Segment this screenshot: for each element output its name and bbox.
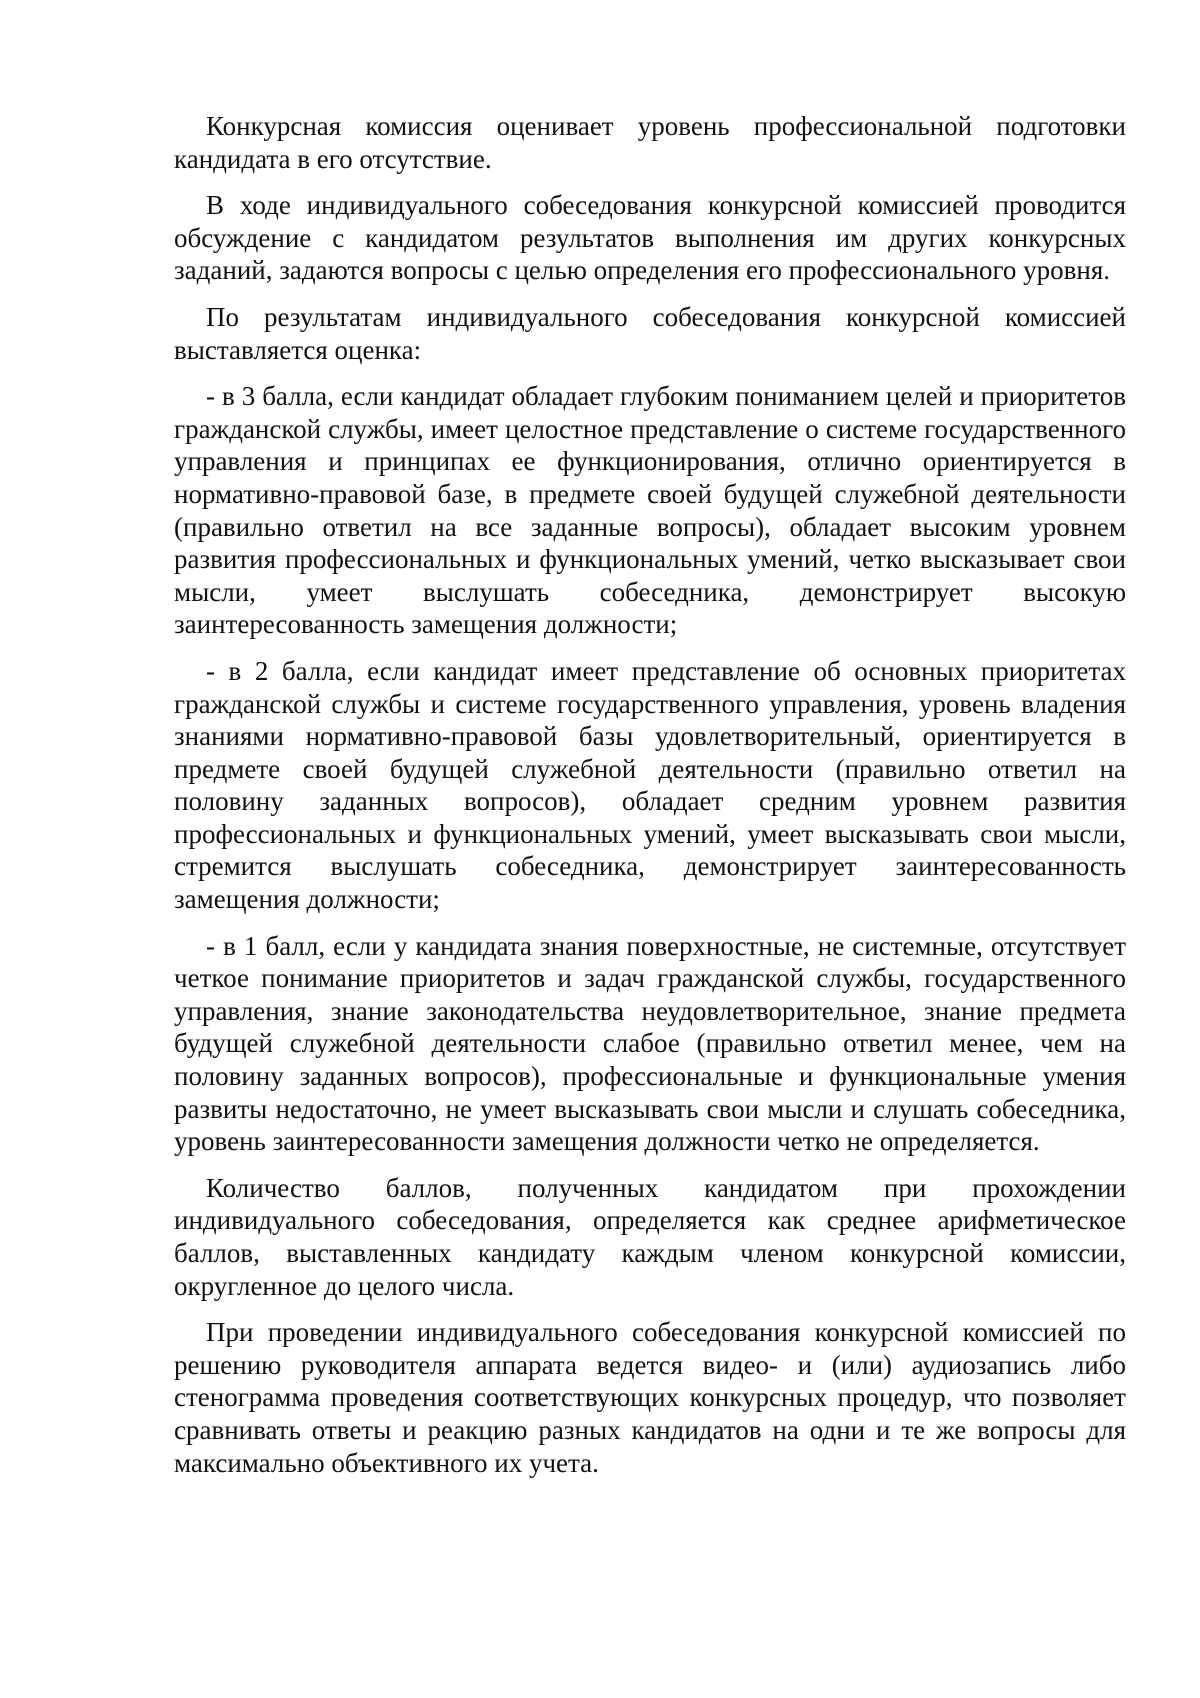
paragraph-score-3: - в 3 балла, если кандидат обладает глубоким пониманием целей и приоритетов гражданской службы, имеет целостное представление о системе государственного управления и принципах ее функционирования, отлично ориентируется в нормативно-правовой базе, в предмете своей будущей служебной деятельности (правильно ответил на все заданные вопросы), обладает высоким уровнем развития профессиональных и функциональных умений, четко высказывает свои мысли, умеет выслушать собеседника, демонстрирует высокую заинтересованность замещения должности; bbox=[174, 381, 1126, 640]
document-body bbox=[174, 110, 1126, 1493]
paragraph-commission-evaluation: Конкурсная комиссия оценивает уровень профессиональной подготовки кандидата в его отсутствие. bbox=[174, 111, 1126, 174]
paragraph-score-1: - в 1 балл, если у кандидата знания поверхностные, не системные, отсутствует четкое понимание приоритетов и задач гражданской службы, государственного управления, знание законодательства неудовлетворительное, знание предмета будущей служебной деятельности слабое (правильно ответил менее, чем на половину заданных вопросов), профессиональные и функциональные умения развиты недостаточно, не умеет высказывать свои мысли и слушать собеседника, уровень заинтересованности замещения должности четко не определяется. bbox=[174, 930, 1126, 1157]
paragraph-interview-discussion: В ходе индивидуального собеседования конкурсной комиссией проводится обсуждение с кандидатом результатов выполнения им других конкурсных заданий, задаются вопросы с целью определения его профессионального уровня. bbox=[174, 190, 1126, 286]
paragraph-grading-intro: По результатам индивидуального собеседования конкурсной комиссией выставляется оценка: bbox=[174, 301, 1126, 365]
paragraph-recording: При проведении индивидуального собеседования конкурсной комиссией по решению руководителя аппарата ведется видео- и (или) аудиозапись либо стенограмма проведения соответствующих конкурсных процедур, что позволяет сравнивать ответы и реакцию разных кандидатов на одни и те же вопросы для максимально объективного их учета. bbox=[174, 1317, 1126, 1478]
paragraph-score-calculation: Количество баллов, полученных кандидатом при прохождении индивидуального собеседования, определяется как среднее арифметическое баллов, выставленных кандидату каждым членом конкурсной комиссии, округленное до целого числа. bbox=[174, 1172, 1126, 1301]
paragraph-score-2: - в 2 балла, если кандидат имеет представление об основных приоритетах гражданской службы и системе государственного управления, уровень владения знаниями нормативно-правовой базы удовлетворительный, ориентируется в предмете своей будущей служебной деятельности (правильно ответил на половину заданных вопросов), обладает средним уровнем развития профессиональных и функциональных умений, умеет высказывать свои мысли, стремится выслушать собеседника, демонстрирует заинтересованность замещения должности; bbox=[174, 655, 1126, 915]
